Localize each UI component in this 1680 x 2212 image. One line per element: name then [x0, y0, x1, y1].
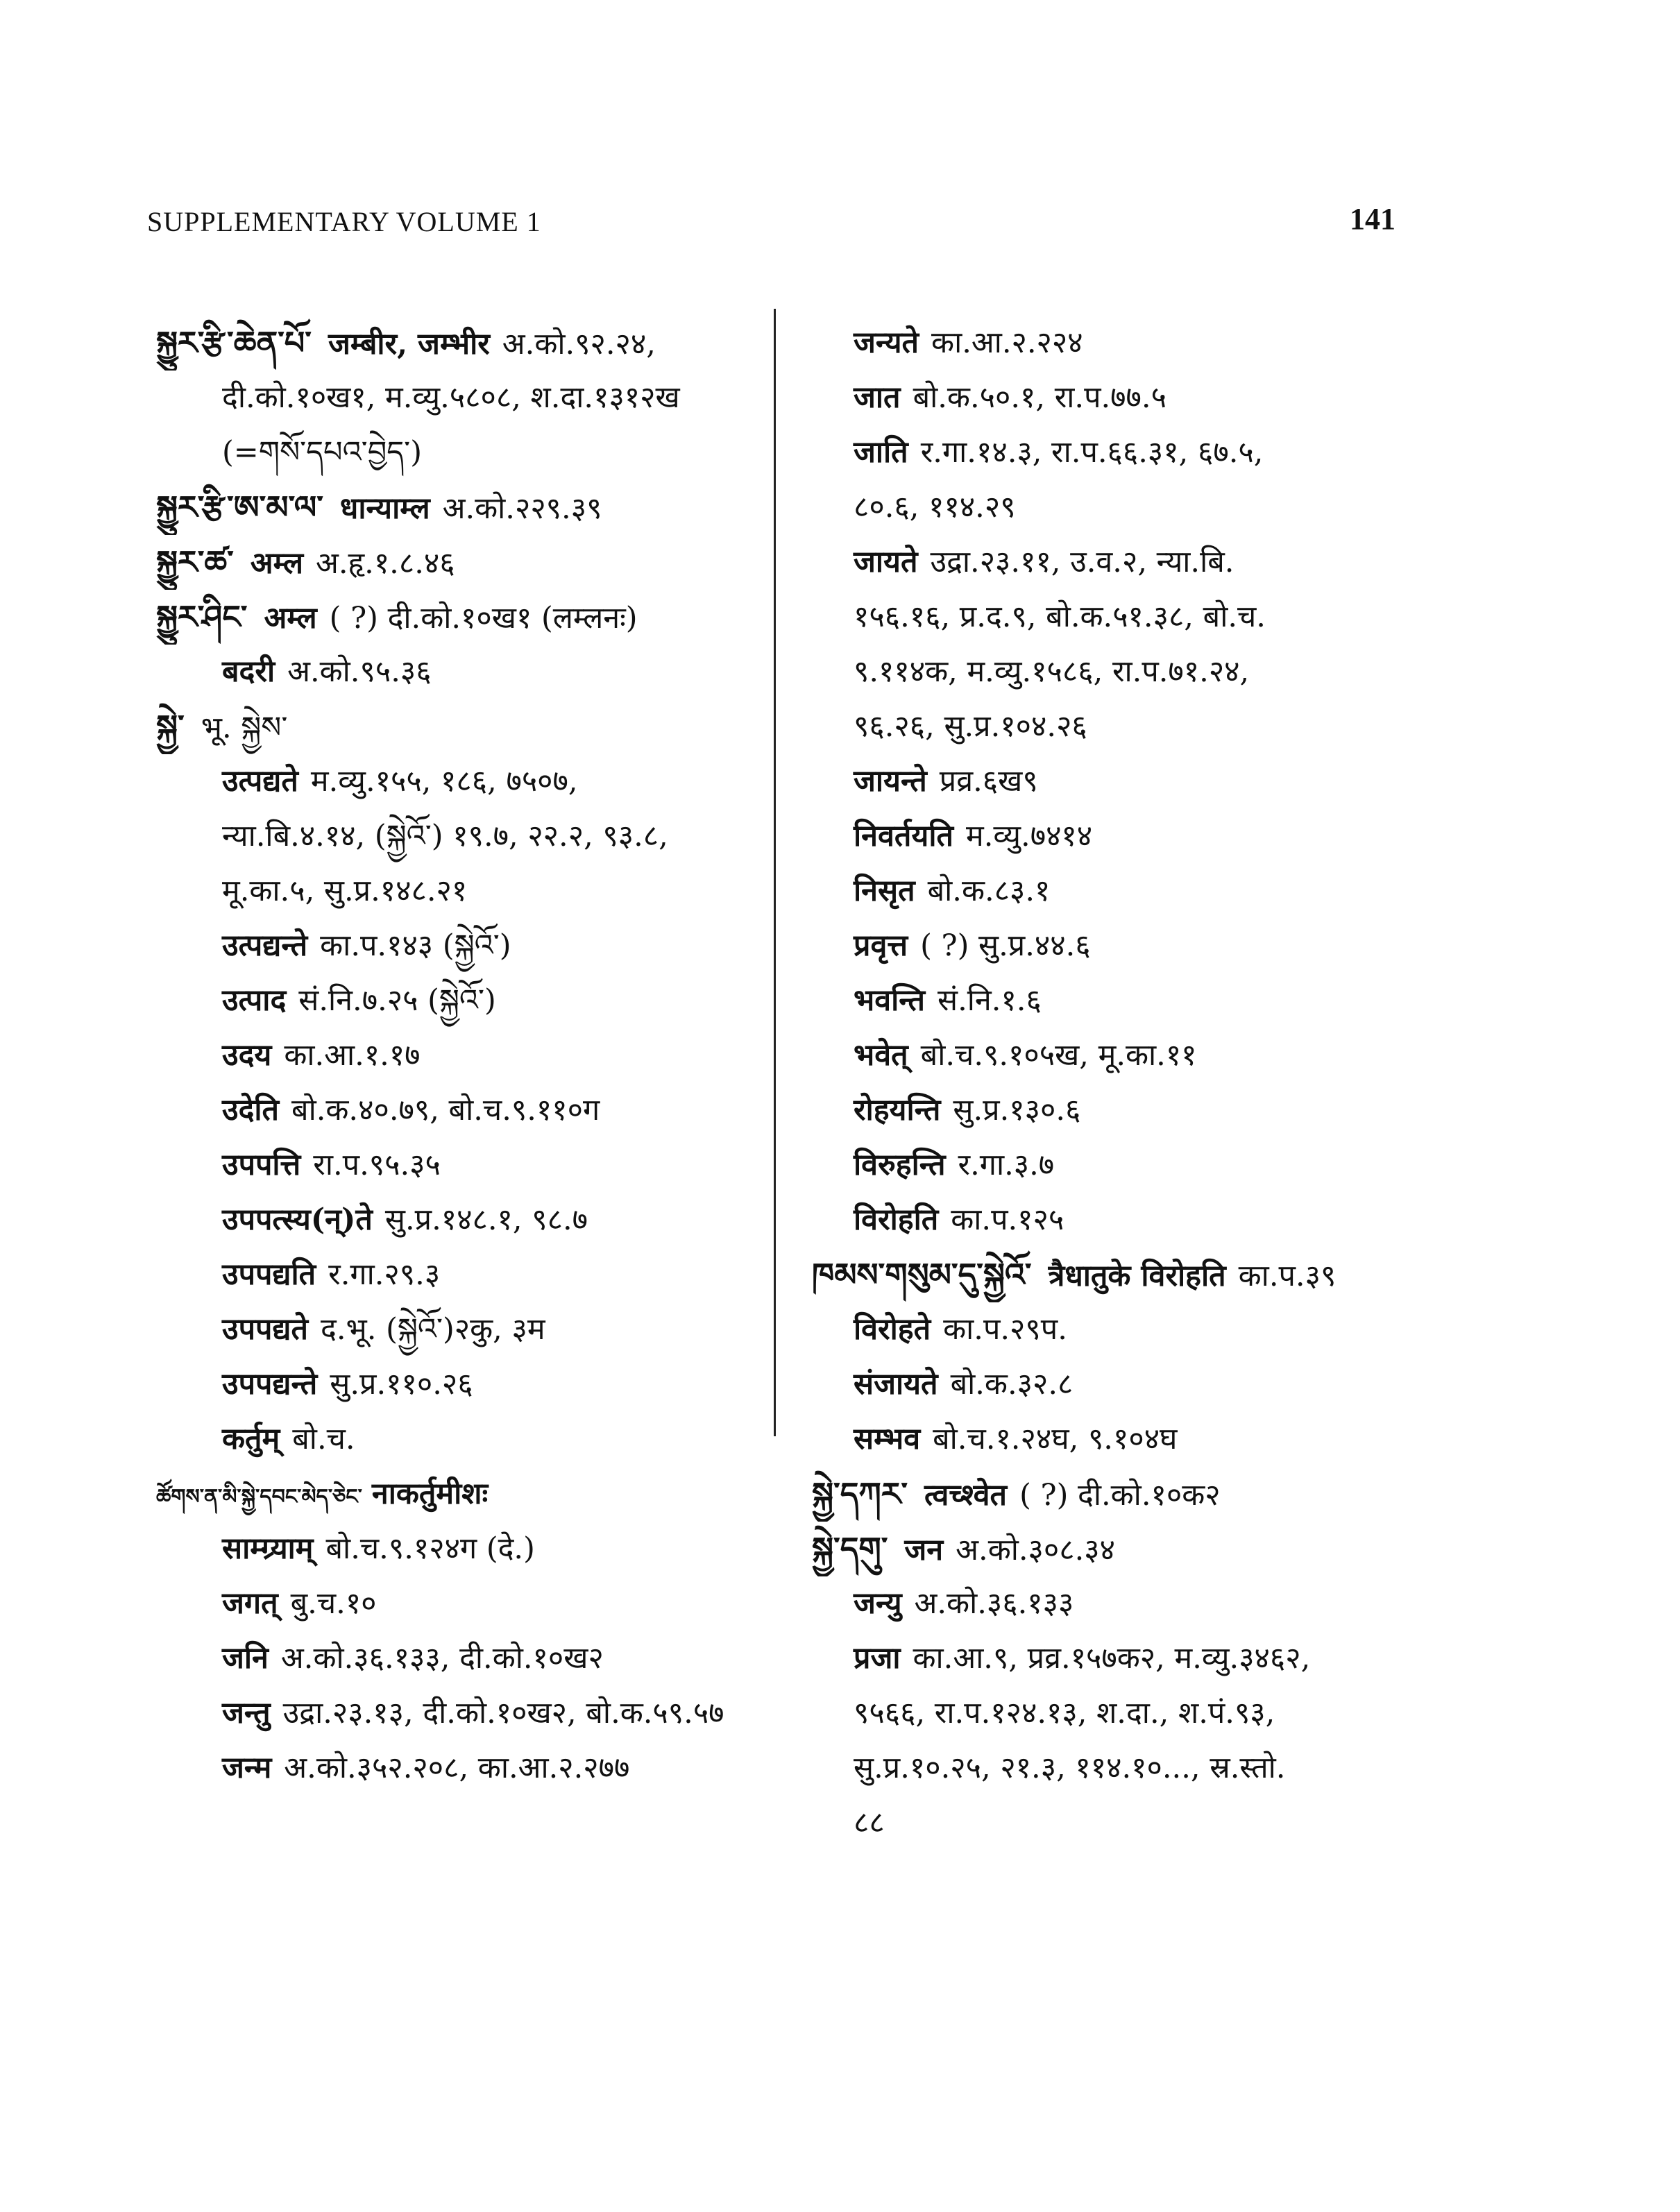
dictionary-line [156, 919, 767, 973]
dictionary-line [812, 809, 1527, 864]
dictionary-line [812, 316, 1527, 371]
running-head: SUPPLEMENTARY VOLUME 1 [147, 206, 541, 237]
source-reference: ९६.२६, सु.प्र.१०४.२६ [854, 709, 1087, 744]
source-reference: बो.च.९.१२४ग (दे.) [325, 1531, 535, 1566]
sanskrit-equivalent: धान्याम्ल [339, 491, 430, 526]
dictionary-line [812, 1741, 1527, 1796]
sanskrit-equivalent: निवर्तयति [854, 819, 954, 853]
dictionary-line [812, 480, 1527, 535]
tibetan-headword-line [156, 316, 767, 371]
source-reference: म.व्यु.७४१४ [966, 819, 1093, 853]
left-column [156, 316, 767, 1796]
sanskrit-equivalent: रोहयन्ति [854, 1093, 941, 1128]
source-reference: न्या.बि.४.१४, (སྐྱེའོ་) १९.७, २२.२, ९३.८, [222, 819, 668, 853]
sanskrit-equivalent: उपपद्यन्ते [222, 1367, 318, 1402]
source-reference: ९.११४क, म.व्यु.१५८६, रा.प.७१.२४, [854, 654, 1250, 689]
source-reference: का.आ.९, प्रव्र.१५७क२, म.व्यु.३४६२, [913, 1641, 1311, 1676]
source-reference: मू.का.५, सु.प्र.१४८.२१ [222, 874, 468, 908]
dictionary-line [812, 1576, 1527, 1631]
source-reference: ( ?) दी.को.१०क२ [1019, 1478, 1221, 1513]
source-reference: द.भू. (སྐྱེའོ་)२कु, ३म [321, 1312, 545, 1347]
sanskrit-equivalent: जायन्ते [854, 764, 927, 799]
dictionary-line [156, 1412, 767, 1467]
source-reference: ९५६६, रा.प.१२४.१३, श.दा., श.पं.९३, [854, 1696, 1275, 1730]
dictionary-line [156, 864, 767, 919]
sanskrit-equivalent: जन [904, 1533, 944, 1567]
dictionary-line [156, 1248, 767, 1302]
source-reference: अ.को.२२९.३९ [442, 491, 602, 526]
sanskrit-equivalent: जगत् [222, 1586, 278, 1621]
source-reference: सु.प्र.११०.२६ [330, 1367, 473, 1402]
dictionary-line [812, 973, 1527, 1028]
tibetan-headword-line [156, 535, 767, 590]
source-reference: बु.च.१० [290, 1586, 377, 1621]
dictionary-line [156, 1028, 767, 1083]
dictionary-line [812, 1193, 1527, 1248]
source-reference: अ.को.३०८.३४ [956, 1533, 1115, 1567]
source-reference: भू. སྐྱེས་ [201, 711, 288, 745]
tibetan-headword: ཁམས་གསུམ་དུ་སྐྱེའོ་ [812, 1256, 1032, 1293]
source-reference: ८८ [854, 1805, 885, 1840]
source-reference: र.गा.१४.३, रा.प.६६.३१, ६७.५, [920, 435, 1264, 470]
tibetan-headword: སྐྱེ་ [156, 708, 185, 745]
source-reference: बो.क.५०.१, रा.प.७७.५ [913, 380, 1166, 415]
dictionary-line [156, 1193, 767, 1248]
dictionary-line [812, 535, 1527, 590]
source-reference: अ.हृ.१.८.४६ [315, 546, 455, 581]
dictionary-line [156, 1576, 767, 1631]
tibetan-headword: སྐྱུར་རྩི་ཨ་མ་ལ་ [156, 488, 323, 526]
sanskrit-equivalent: जाति [854, 435, 908, 470]
source-reference: बो.च. [292, 1422, 355, 1456]
tibetan-headword: སྐྱེ་དགུ་ [812, 1530, 888, 1567]
dictionary-line [812, 1138, 1527, 1193]
dictionary-line [812, 1083, 1527, 1138]
dictionary-line [812, 1028, 1527, 1083]
sanskrit-equivalent: संजायते [854, 1367, 938, 1402]
tibetan-headword-line [812, 1522, 1527, 1576]
sanskrit-equivalent: उत्पद्यते [222, 764, 298, 799]
source-reference: बो.क.८३.१ [927, 874, 1051, 908]
dictionary-line [812, 1686, 1527, 1741]
tibetan-headword-line [156, 480, 767, 535]
sanskrit-equivalent: त्वच्श्वेत [924, 1478, 1008, 1513]
source-reference: र.गा.३.७ [958, 1148, 1055, 1182]
sanskrit-equivalent: भवन्ति [854, 983, 926, 1018]
dictionary-line [156, 809, 767, 864]
sanskrit-equivalent: जात [854, 380, 901, 415]
dictionary-line [156, 371, 767, 425]
source-reference: उद्रा.२३.११, उ.व.२, न्या.बि. [930, 545, 1234, 579]
tibetan-headword: ཚོགས་ན་མི་སྐྱེ་དབང་མེད་ཅེང་ [156, 1485, 362, 1509]
dictionary-line [156, 1522, 767, 1576]
dictionary-line [156, 1138, 767, 1193]
source-reference: र.गा.२९.३ [328, 1257, 441, 1292]
dictionary-line [156, 645, 767, 699]
dictionary-line [812, 371, 1527, 425]
dictionary-line [812, 1357, 1527, 1412]
dictionary-line [812, 754, 1527, 809]
sanskrit-equivalent: सम्भव [854, 1422, 921, 1456]
source-reference: सं.नि.७.२५ (སྐྱེའོ་) [298, 983, 496, 1018]
source-reference: अ.को.३६.१३३, दी.को.१०ख२ [280, 1641, 604, 1676]
source-reference: अ.को.३५२.२०८, का.आ.२.२७७ [284, 1751, 630, 1785]
sanskrit-equivalent: जन्यते [854, 325, 919, 360]
source-reference: प्रव्र.६ख९ [939, 764, 1038, 799]
source-reference: ( ?) दी.को.१०ख१ (लम्लनः) [329, 601, 638, 636]
dictionary-line [156, 1302, 767, 1357]
source-reference: सु.प्र.१०.२५, २१.३, ११४.१०..., स्र.स्तो. [854, 1751, 1286, 1785]
sanskrit-equivalent: अम्ल [250, 546, 303, 581]
sanskrit-equivalent: जन्यु [854, 1586, 902, 1621]
source-reference: ( ?) सु.प्र.४४.६ [920, 928, 1091, 963]
source-reference: म.व्यु.१५५, १८६, ७५०७, [310, 764, 578, 799]
source-reference: सु.प्र.१४८.१, ९८.७ [384, 1202, 588, 1237]
source-reference: सं.नि.१.६ [937, 983, 1042, 1018]
tibetan-headword: སྐྱེ་དཀར་ [812, 1475, 908, 1513]
sanskrit-equivalent: नाकर्तुमीशः [371, 1477, 489, 1511]
tibetan-headword: སྐྱུར་ཚ་ [156, 543, 234, 581]
source-reference: अ.को.९५.३६ [287, 654, 432, 689]
source-reference: दी.को.१०ख१, म.व्यु.५८०८, श.दा.१३१२ख [222, 380, 680, 415]
source-reference: बो.च.१.२४घ, ९.१०४घ [933, 1422, 1178, 1456]
tibetan-headword-line [812, 1248, 1527, 1302]
dictionary-line [156, 1686, 767, 1741]
sanskrit-equivalent: जम्बीर, जम्भीर [328, 327, 490, 361]
sanskrit-equivalent: बदरी [222, 654, 275, 689]
dictionary-line [156, 425, 767, 480]
sanskrit-equivalent: उत्पाद [222, 983, 287, 1018]
sanskrit-equivalent: निसृत [854, 874, 915, 908]
column-divider [774, 309, 776, 1436]
dictionary-line [156, 973, 767, 1028]
tibetan-headword: སྐྱུར་རྩི་ཆེན་པོ་ [156, 324, 312, 361]
dictionary-line [156, 1741, 767, 1796]
source-reference: बो.च.९.१०५ख, मू.का.११ [920, 1038, 1197, 1073]
source-reference: ८०.६, ११४.२९ [854, 490, 1016, 525]
source-reference: का.आ.२.२२४ [931, 325, 1083, 360]
tibetan-headword: སྐྱུར་ཤིང་ [156, 598, 248, 636]
sanskrit-equivalent: अम्ल [264, 601, 317, 636]
source-reference: १५६.१६, प्र.द.९, बो.क.५१.३८, बो.च. [854, 599, 1266, 634]
sanskrit-equivalent: कर्तुम् [222, 1422, 280, 1456]
source-reference: अ.को.९२.२४, [502, 327, 656, 361]
source-reference: बो.क.३२.८ [950, 1367, 1074, 1402]
sanskrit-equivalent: विरुहन्ति [854, 1148, 946, 1182]
sanskrit-equivalent: भवेत् [854, 1038, 908, 1073]
dictionary-line [812, 699, 1527, 754]
dictionary-line [812, 1412, 1527, 1467]
sanskrit-equivalent: विरोहते [854, 1312, 931, 1347]
sanskrit-equivalent: प्रवृत्त [854, 928, 908, 963]
source-reference: (=གསོ་དཔའ་བྱེད་) [222, 435, 422, 470]
source-reference: बो.क.४०.७९, बो.च.९.११०ग [291, 1093, 600, 1128]
source-reference: का.प.२९प. [943, 1312, 1067, 1347]
tibetan-headword-line [812, 1467, 1527, 1522]
sanskrit-equivalent: साम्ग्र्याम् [222, 1531, 314, 1566]
sanskrit-equivalent: उत्पद्यन्ते [222, 928, 308, 963]
source-reference: सु.प्र.१३०.६ [953, 1093, 1081, 1128]
tibetan-headword-line [156, 590, 767, 645]
sanskrit-equivalent: उदय [222, 1038, 272, 1073]
dictionary-line [812, 1796, 1527, 1851]
dictionary-line [812, 864, 1527, 919]
source-reference: का.प.१४३ (སྐྱེའོ་) [320, 928, 511, 963]
sanskrit-equivalent: उदेति [222, 1093, 280, 1128]
dictionary-line [812, 1302, 1527, 1357]
dictionary-line [156, 1357, 767, 1412]
sanskrit-equivalent: विरोहति [854, 1202, 939, 1237]
dictionary-line [812, 590, 1527, 645]
source-reference: का.आ.१.१७ [284, 1038, 421, 1073]
dictionary-line [812, 425, 1527, 480]
sanskrit-equivalent: जायते [854, 545, 918, 579]
dictionary-line [812, 645, 1527, 699]
sanskrit-equivalent: जन्तु [222, 1696, 271, 1730]
dictionary-line [812, 1631, 1527, 1686]
tibetan-headword-line [156, 1467, 767, 1522]
sanskrit-equivalent: उपपत्ति [222, 1148, 301, 1182]
page-number: 141 [1350, 202, 1395, 236]
source-reference: उद्रा.२३.१३, दी.को.१०ख२, बो.क.५९.५७ [282, 1696, 724, 1730]
dictionary-line [156, 1083, 767, 1138]
source-reference: का.प.३९ [1238, 1259, 1337, 1293]
source-reference: रा.प.९५.३५ [313, 1148, 441, 1182]
dictionary-line [156, 754, 767, 809]
tibetan-headword-line [156, 699, 767, 754]
sanskrit-equivalent: उपपद्यति [222, 1257, 316, 1292]
source-reference: अ.को.३६.१३३ [914, 1586, 1074, 1621]
sanskrit-equivalent: त्रैधातुके विरोहति [1048, 1259, 1226, 1293]
sanskrit-equivalent: जनि [222, 1641, 269, 1676]
sanskrit-equivalent: उपपत्स्य(न्)ते [222, 1202, 373, 1237]
sanskrit-equivalent: प्रजा [854, 1641, 901, 1676]
dictionary-line [156, 1631, 767, 1686]
dictionary-line [812, 919, 1527, 973]
sanskrit-equivalent: उपपद्यते [222, 1312, 309, 1347]
sanskrit-equivalent: जन्म [222, 1751, 272, 1785]
right-column [812, 316, 1527, 1851]
source-reference: का.प.१२५ [951, 1202, 1064, 1237]
